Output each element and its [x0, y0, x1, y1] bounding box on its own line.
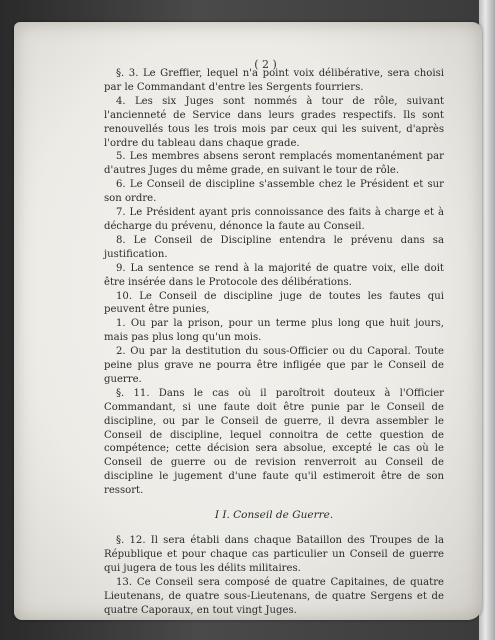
paragraph-3: §. 3. Le Greffier, lequel n'a point voix délibérative, sera choisi par le Commandant d'entre les Sergents fourriers.	[104, 68, 444, 93]
section-heading: I I. Conseil de Guerre.	[214, 509, 334, 522]
paragraph-10-item-1: 1. Ou par la prison, pour un terme plus long que huit jours, mais pas plus long qu'un mois.	[104, 318, 444, 344]
page-number: ( 2 )	[254, 58, 277, 71]
paragraph-10: 10. Le Conseil de discipline juge de toutes les fautes qui peuvent être punies,	[104, 290, 444, 316]
paragraph-6: 6. Le Conseil de discipline s'assemble chez le Président et sur son ordre.	[104, 179, 444, 205]
paragraph-10-item-2: 2. Ou par la destitution du sous-Officier ou du Caporal. Toute peine plus grave ne pourra être infligée que par le Conseil de guerre.	[104, 346, 444, 385]
paragraph-9: 9. La sentence se rend à la majorité de quatre voix, elle doit être insérée dans le Protocole des délibérations.	[104, 262, 444, 288]
paragraph-8: 8. Le Conseil de Discipline entendra le prévenu dans sa justification.	[104, 234, 444, 260]
paragraph-13: 13. Ce Conseil sera composé de quatre Capitaines, de quatre Lieutenans, de quatre sous-Lieutenans, de quatre Sergens et de quatre Caporaux, en tout vingt Juges.	[104, 576, 444, 616]
paragraph-5: 5. Les membres absens seront remplacés momentanément par d'autres Juges du même grade, en suivant le tour de rôle.	[104, 151, 444, 177]
paragraph-12: §. 12. Il sera établi dans chaque Bataillon des Troupes de la République et pour chaque cas particulier un Conseil de guerre qui jugera de tous les délits militaires.	[104, 535, 444, 574]
paragraph-7: 7. Le Président ayant pris connoissance des faits à charge et à décharge du prévenu, dénonce la faute au Conseil.	[104, 207, 444, 232]
paragraph-11: §. 11. Dans le cas où il paroîtroit douteux à l'Officier Commandant, si une faute doit être punie par le Conseil de discipline, ou par le Conseil de guerre, il devra assembler le Conseil de discipline, lequel connoitra de cette question de compétence; cette décision sera absolue, excepté le cas où le Conseil de guerre ou de revision renverroit au Conseil de discipline le jugement d'une faute qu'il estimeroit être de son ressort.	[104, 387, 444, 497]
paragraph-4: 4. Les six Juges sont nommés à tour de rôle, suivant l'ancienneté de Service dans leurs grades respectifs. Ils sont renouvellés tous les trois mois par ceux qui les suivent, d'après l'ordre du tableau dans chaque grade.	[104, 95, 444, 149]
document-text	[104, 67, 444, 617]
